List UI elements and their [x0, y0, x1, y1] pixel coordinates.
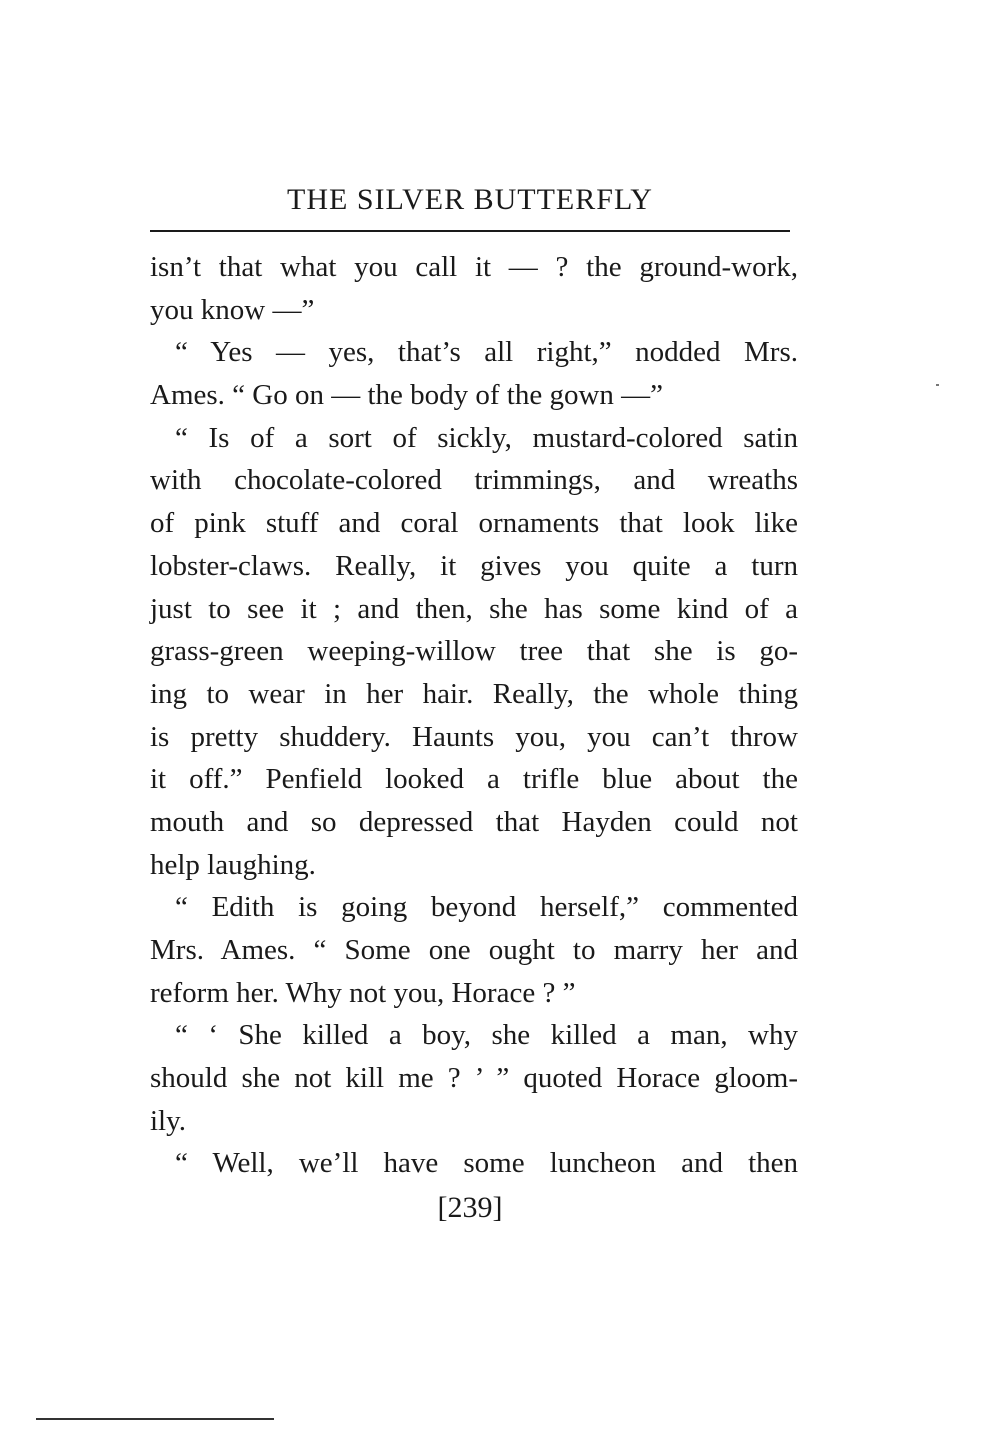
footer-rule — [36, 1418, 274, 1420]
text-line: “ Yes — yes, that’s all right,” nodded Mrs. — [175, 336, 798, 369]
text-line: is pretty shuddery. Haunts you, you can’t throw — [150, 720, 798, 753]
text-line: ily. — [150, 1104, 186, 1137]
text-line: grass-green weeping-willow tree that she is go- — [150, 635, 798, 668]
running-head: THE SILVER BUTTERFLY — [287, 183, 653, 216]
text-line: it off.” Penfield looked a trifle blue about the — [150, 763, 798, 796]
text-line: with chocolate-colored trimmings, and wreaths — [150, 464, 798, 497]
header-rule — [150, 230, 790, 232]
text-line: “ ‘ She killed a boy, she killed a man, why — [175, 1019, 798, 1052]
text-line: reform her. Why not you, Horace ? ” — [150, 976, 576, 1009]
text-line: you know —” — [150, 293, 315, 326]
text-line: isn’t that what you call it — ? the ground-work, — [150, 251, 798, 283]
text-line: “ Well, we’ll have some luncheon and then — [175, 1147, 798, 1180]
text-line: “ Edith is going beyond herself,” commented — [175, 891, 798, 924]
text-line: should she not kill me ? ’ ” quoted Horace gloom- — [150, 1062, 798, 1095]
body-text — [150, 246, 798, 1185]
text-line: “ Is of a sort of sickly, mustard-colored satin — [175, 421, 798, 454]
text-line: ing to wear in her hair. Really, the whole thing — [150, 677, 798, 710]
page-number: [239] — [437, 1191, 503, 1224]
text-line: help laughing. — [150, 848, 316, 881]
text-line: just to see it ; and then, she has some kind of a — [150, 592, 798, 625]
text-line: mouth and so depressed that Hayden could not — [150, 805, 798, 838]
scan-speck — [936, 384, 939, 386]
text-line: lobster-claws. Really, it gives you quite a turn — [150, 549, 798, 582]
text-line: of pink stuff and coral ornaments that look like — [150, 507, 798, 540]
text-line: Ames. “ Go on — the body of the gown —” — [150, 379, 664, 412]
text-line: Mrs. Ames. “ Some one ought to marry her and — [150, 934, 798, 966]
